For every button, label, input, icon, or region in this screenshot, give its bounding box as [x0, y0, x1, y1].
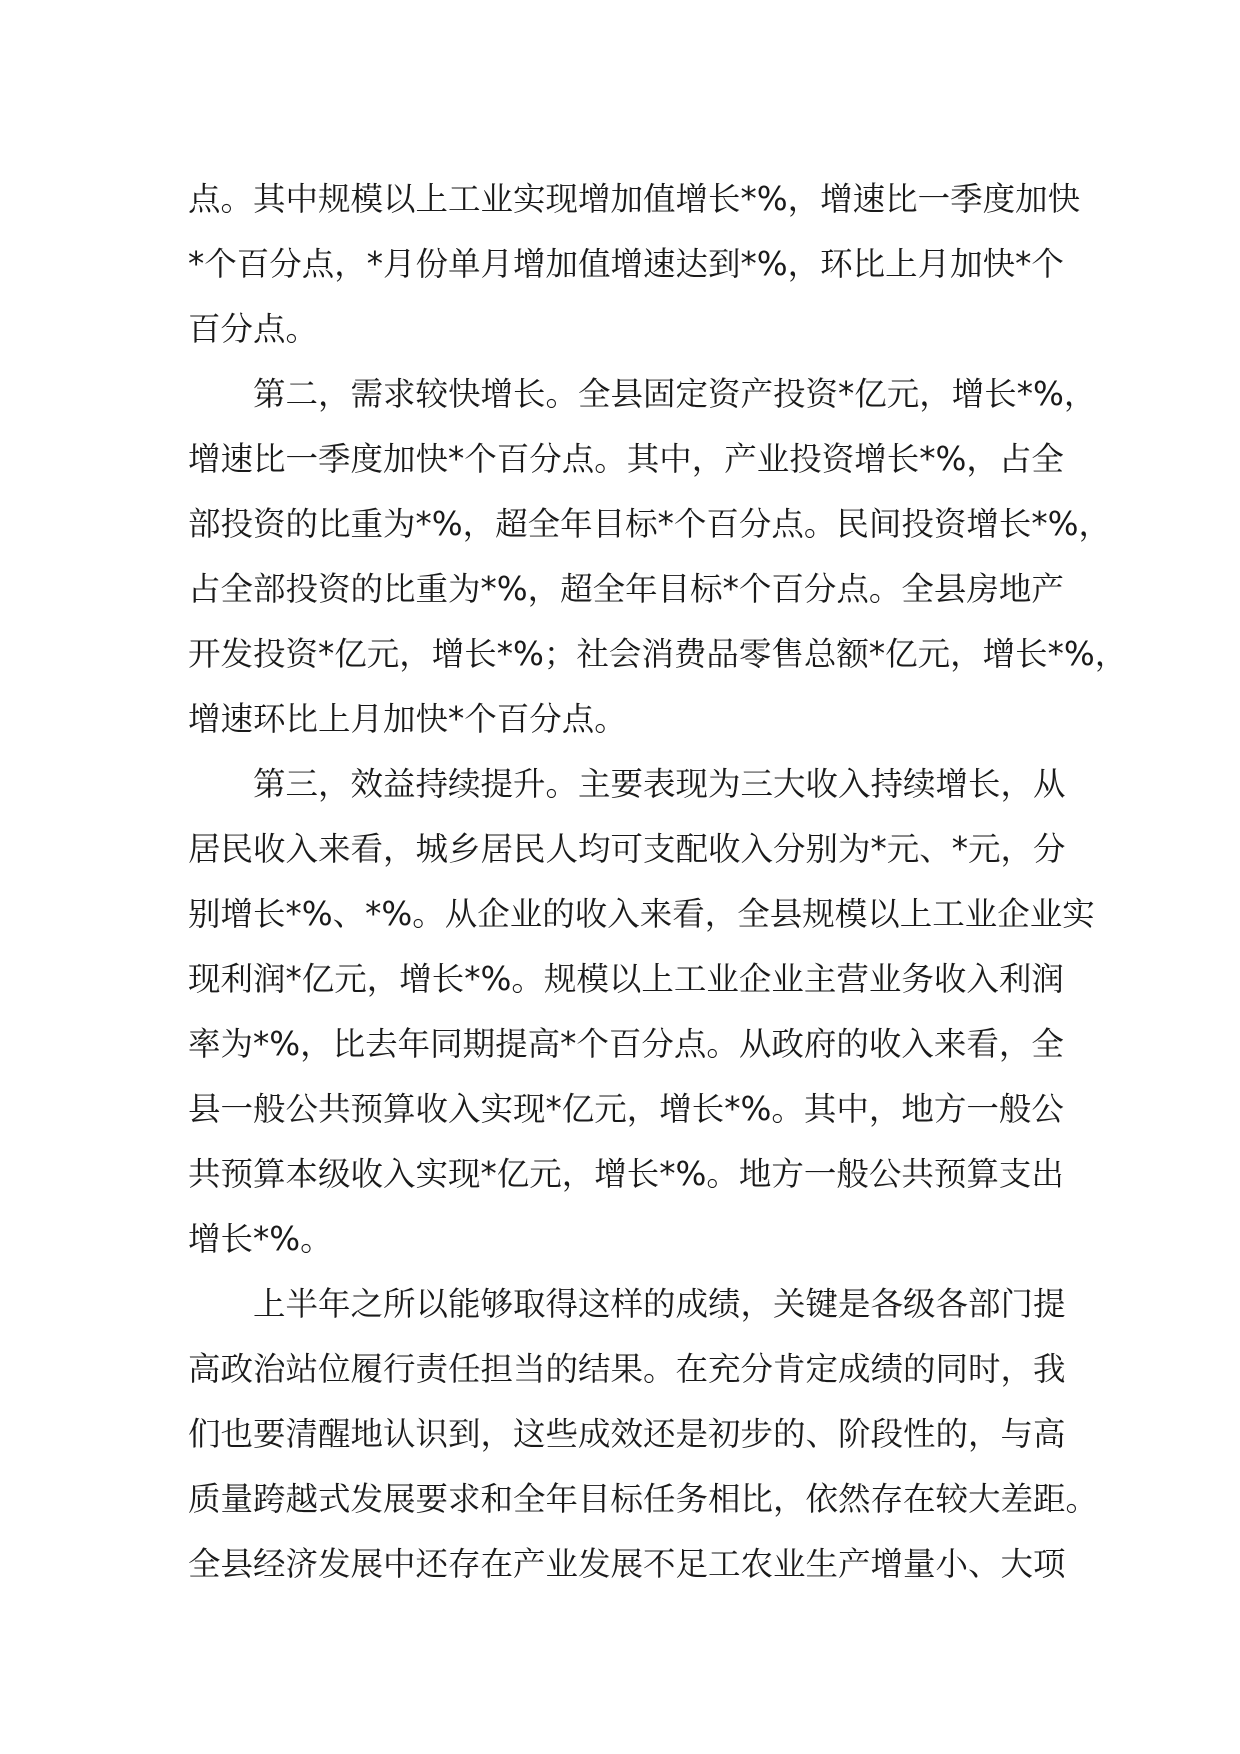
text-line: 质量跨越式发展要求和全年目标任务相比，依然存在较大差距。 [188, 1480, 1099, 1518]
text-line: 增长*%。 [188, 1220, 333, 1258]
body-text [188, 167, 1240, 1597]
text-line: 上半年之所以能够取得这样的成绩，关键是各级各部门提 [188, 1285, 1066, 1323]
text-line: 第三，效益持续提升。主要表现为三大收入持续增长，从 [188, 765, 1066, 803]
text-line: 居民收入来看，城乡居民人均可支配收入分别为*元、*元，分 [188, 830, 1066, 868]
text-line: 点。其中规模以上工业实现增加值增长*%，增速比一季度加快 [188, 180, 1081, 218]
text-line: 增速比一季度加快*个百分点。其中，产业投资增长*%，占全 [188, 440, 1064, 478]
text-line: 百分点。 [188, 310, 319, 348]
text-line: 第二，需求较快增长。全县固定资产投资*亿元，增长*%， [188, 375, 1097, 413]
text-line: 共预算本级收入实现*亿元，增长*%。地方一般公共预算支出 [188, 1155, 1064, 1193]
text-line: 开发投资*亿元，增长*%；社会消费品零售总额*亿元，增长*%， [188, 635, 1128, 673]
text-line: 别增长*%、*%。从企业的收入来看，全县规模以上工业企业实 [188, 895, 1095, 933]
text-line: *个百分点，*月份单月增加值增速达到*%，环比上月加快*个 [188, 245, 1064, 283]
text-line: 全县经济发展中还存在产业发展不足工农业生产增量小、大项 [188, 1545, 1066, 1583]
text-line: 县一般公共预算收入实现*亿元，增长*%。其中，地方一般公 [188, 1090, 1064, 1128]
text-line: 率为*%，比去年同期提高*个百分点。从政府的收入来看，全 [188, 1025, 1064, 1063]
text-line: 高政治站位履行责任担当的结果。在充分肯定成绩的同时，我 [188, 1350, 1066, 1388]
text-line: 占全部投资的比重为*%，超全年目标*个百分点。全县房地产 [188, 570, 1064, 608]
text-line: 部投资的比重为*%，超全年目标*个百分点。民间投资增长*%， [188, 505, 1112, 543]
text-line: 们也要清醒地认识到，这些成效还是初步的、阶段性的，与高 [188, 1415, 1066, 1453]
text-line: 增速环比上月加快*个百分点。 [188, 700, 627, 738]
text-line: 现利润*亿元，增长*%。规模以上工业企业主营业务收入利润 [188, 960, 1064, 998]
